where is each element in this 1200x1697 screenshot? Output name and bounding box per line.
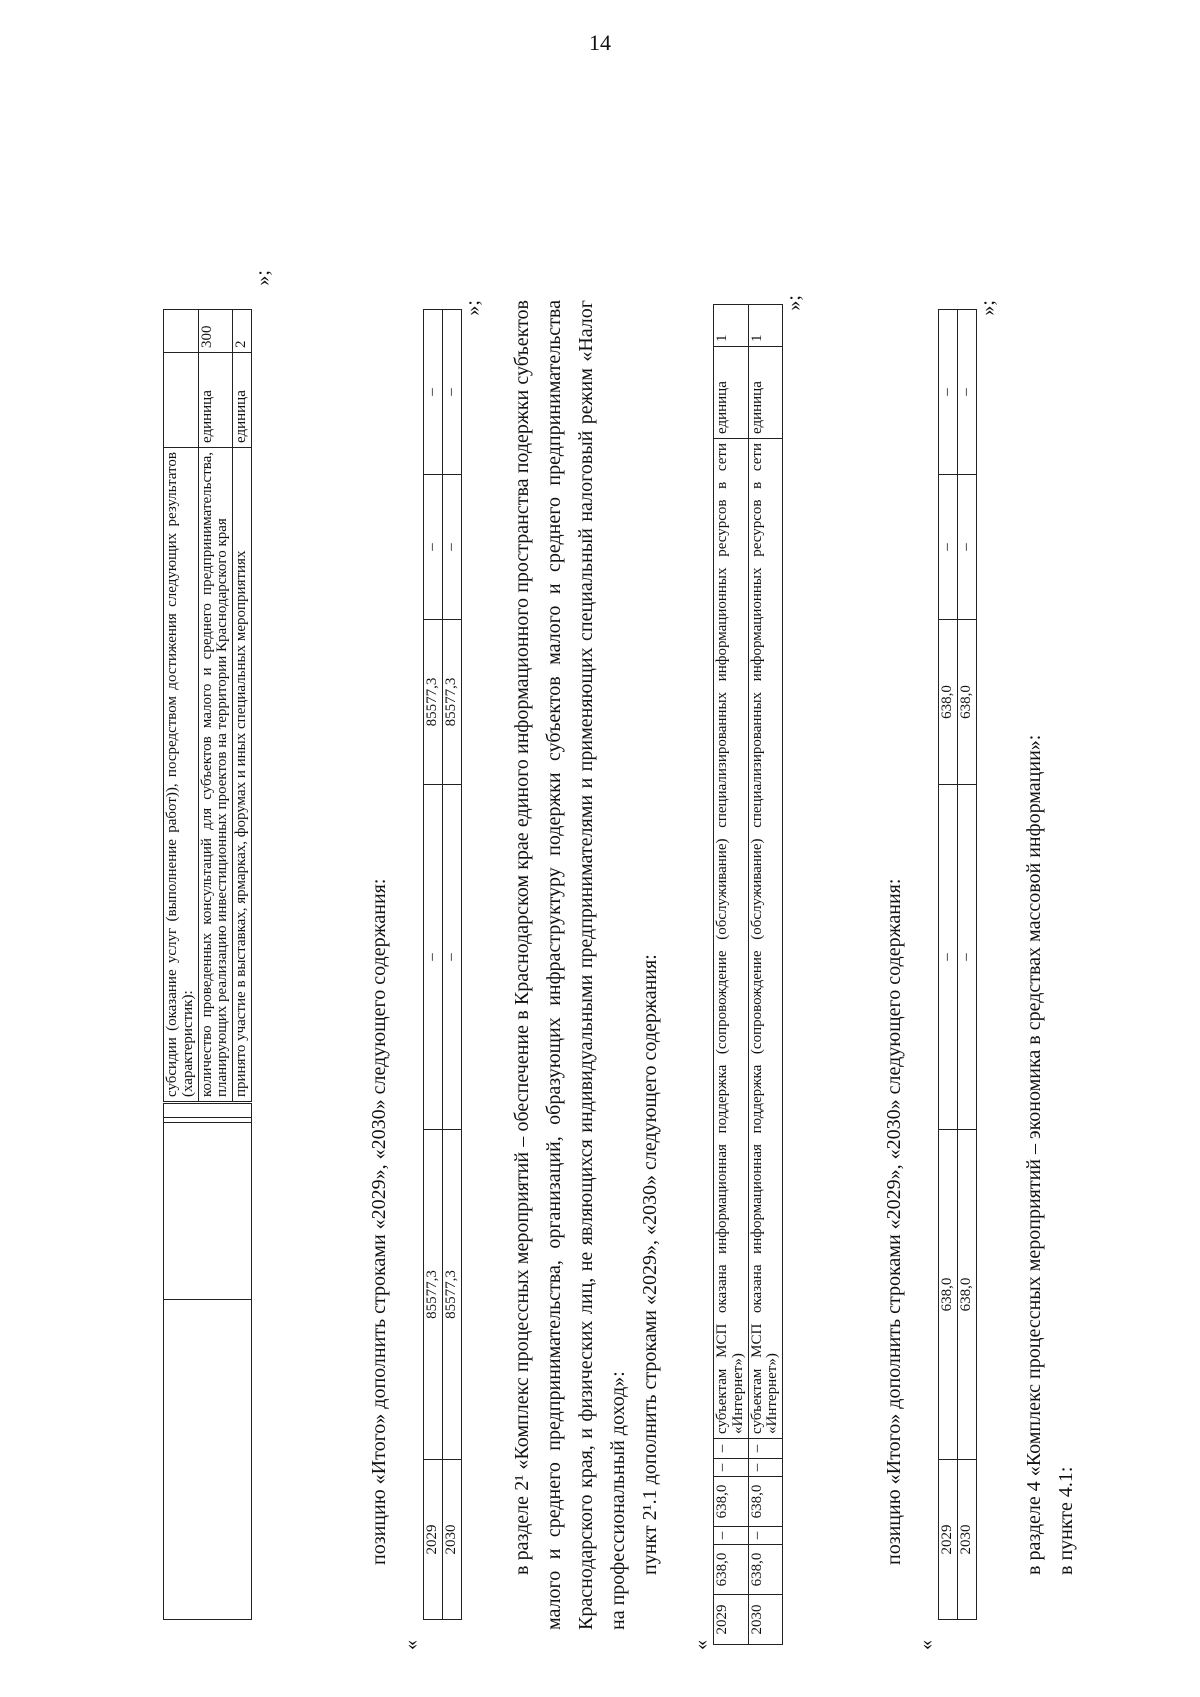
quote-open: « bbox=[915, 1640, 937, 1650]
table-cell: 85577,3 bbox=[424, 620, 443, 785]
table-cell: – bbox=[442, 785, 461, 1130]
table-cell: 638,0 bbox=[939, 620, 958, 785]
table-cell-unit: единица bbox=[714, 347, 749, 439]
table-cell-year: 2029 bbox=[424, 1460, 443, 1620]
paragraph-section-2 bbox=[506, 300, 666, 1630]
table-total-1 bbox=[423, 309, 462, 1620]
paragraph-text: в разделе 4 «Комплекс процессных мероприятий – экономика в средствах массовой информации»: bbox=[1023, 734, 1045, 1575]
table-point-block bbox=[690, 295, 806, 1650]
table-cell: – bbox=[442, 310, 461, 475]
table-cell: 638,0 bbox=[748, 1545, 783, 1595]
table-top bbox=[163, 309, 252, 1620]
paragraph-total-1 bbox=[363, 285, 395, 1565]
table-top-block bbox=[163, 270, 275, 1620]
table-cell-value: 2 bbox=[233, 310, 252, 353]
table-cell-year: 2030 bbox=[748, 1595, 783, 1645]
paragraph-text: позицию «Итого» дополнить строками «2029», «2030» следующего содержания: bbox=[368, 878, 390, 1565]
table-cell: – bbox=[442, 475, 461, 620]
table-cell: – bbox=[957, 475, 976, 620]
table-total-2-block bbox=[915, 300, 1000, 1650]
table-cell: – bbox=[957, 785, 976, 1130]
table-cell-description: субъектам МСП оказана информационная поддержка (сопровождение (обслуживание) специализированных информационных ресурсов в сети «Интернет») bbox=[748, 439, 783, 1439]
table-cell-unit: единица bbox=[748, 347, 783, 439]
rotated-page-content bbox=[100, 270, 1110, 1660]
table-cell: 85577,3 bbox=[442, 620, 461, 785]
table-cell-description: субъектам МСП оказана информационная поддержка (сопровождение (обслуживание) специализированных информационных ресурсов в сети «Интернет») bbox=[714, 439, 749, 1439]
table-cell: 638,0 bbox=[714, 1477, 749, 1527]
table-cell: – bbox=[939, 475, 958, 620]
quote-close: »; bbox=[783, 295, 805, 311]
table-row bbox=[424, 310, 443, 1620]
paragraph-text: позицию «Итого» дополнить строками «2029», «2030» следующего содержания: bbox=[883, 878, 905, 1565]
table-total-2 bbox=[938, 309, 977, 1620]
table-cell: – bbox=[748, 1439, 783, 1459]
table-row bbox=[714, 305, 749, 1645]
table-cell-unit: единица bbox=[198, 353, 233, 448]
table-cell-year: 2030 bbox=[957, 1460, 976, 1620]
table-cell: – bbox=[939, 785, 958, 1130]
table-cell: – bbox=[424, 475, 443, 620]
table-row bbox=[748, 305, 783, 1645]
table-point bbox=[713, 304, 783, 1645]
quote-close: »; bbox=[461, 300, 484, 316]
table-cell-unit: единица bbox=[233, 353, 252, 448]
table-cell-year: 2030 bbox=[442, 1460, 461, 1620]
table-cell: 638,0 bbox=[714, 1545, 749, 1595]
table-cell-value: 1 bbox=[748, 305, 783, 347]
table-cell-subsidy: субсидии (оказание услуг (выполнение работ)), посредством достижения следующих результатов (характеристик): bbox=[164, 448, 199, 1103]
table-cell: – bbox=[748, 1527, 783, 1545]
table-cell: 638,0 bbox=[957, 620, 976, 785]
paragraph-section-4 bbox=[1018, 300, 1082, 1630]
table-cell: 638,0 bbox=[748, 1477, 783, 1527]
table-row bbox=[957, 310, 976, 1620]
paragraph-text: пункт 2¹.1 дополнить строками «2029», «2030» следующего содержания: bbox=[639, 954, 661, 1575]
table-cell: – bbox=[424, 310, 443, 475]
table-cell: – bbox=[714, 1527, 749, 1545]
table-row bbox=[164, 310, 199, 1620]
quote-close: »; bbox=[976, 300, 999, 316]
quote-open: « bbox=[400, 1640, 422, 1650]
table-cell: – bbox=[748, 1459, 783, 1477]
table-cell: – bbox=[714, 1459, 749, 1477]
table-cell: – bbox=[424, 785, 443, 1130]
table-cell: – bbox=[957, 310, 976, 475]
table-cell-value: 300 bbox=[198, 310, 233, 353]
table-cell: – bbox=[939, 310, 958, 475]
page-number: 14 bbox=[589, 30, 611, 55]
table-cell: 638,0 bbox=[957, 1130, 976, 1460]
table-cell-value: 1 bbox=[714, 305, 749, 347]
paragraph-text: в разделе 2¹ «Комплекс процессных мероприятий – обеспечение в Краснодарском крае единого информационного пространства подержки субъектов малого и среднего предпринимательства, организаций, образующих инфраструктуру подержки субъектов малого и среднего предпринимательства Краснодарского края, и физических лиц, не являющихся индивидуальными предпринимателями и применяющих специальный налоговый режим «Налог на профессиональный доход»: bbox=[511, 300, 629, 1630]
paragraph-text: в пункте 4.1: bbox=[1055, 1466, 1077, 1575]
table-cell-year: 2029 bbox=[714, 1595, 749, 1645]
table-cell: – bbox=[714, 1439, 749, 1459]
table-row bbox=[939, 310, 958, 1620]
table-cell-consult: количество проведенных консультаций для субъектов малого и среднего предпринимательства, планирующих реализацию инвестиционных проектов на территории Краснодарского края bbox=[198, 448, 233, 1103]
table-total-1-block bbox=[400, 300, 485, 1650]
quote-open: « bbox=[690, 1640, 712, 1650]
paragraph-total-2 bbox=[878, 285, 910, 1565]
table-cell: 85577,3 bbox=[424, 1130, 443, 1460]
table-row bbox=[442, 310, 461, 1620]
table-cell: 638,0 bbox=[939, 1130, 958, 1460]
table-cell-year: 2029 bbox=[939, 1460, 958, 1620]
table-cell-events: принято участие в выставках, ярмарках, форумах и иных специальных мероприятиях bbox=[233, 448, 252, 1103]
table-cell: 85577,3 bbox=[442, 1130, 461, 1460]
quote-close: »; bbox=[251, 270, 274, 286]
